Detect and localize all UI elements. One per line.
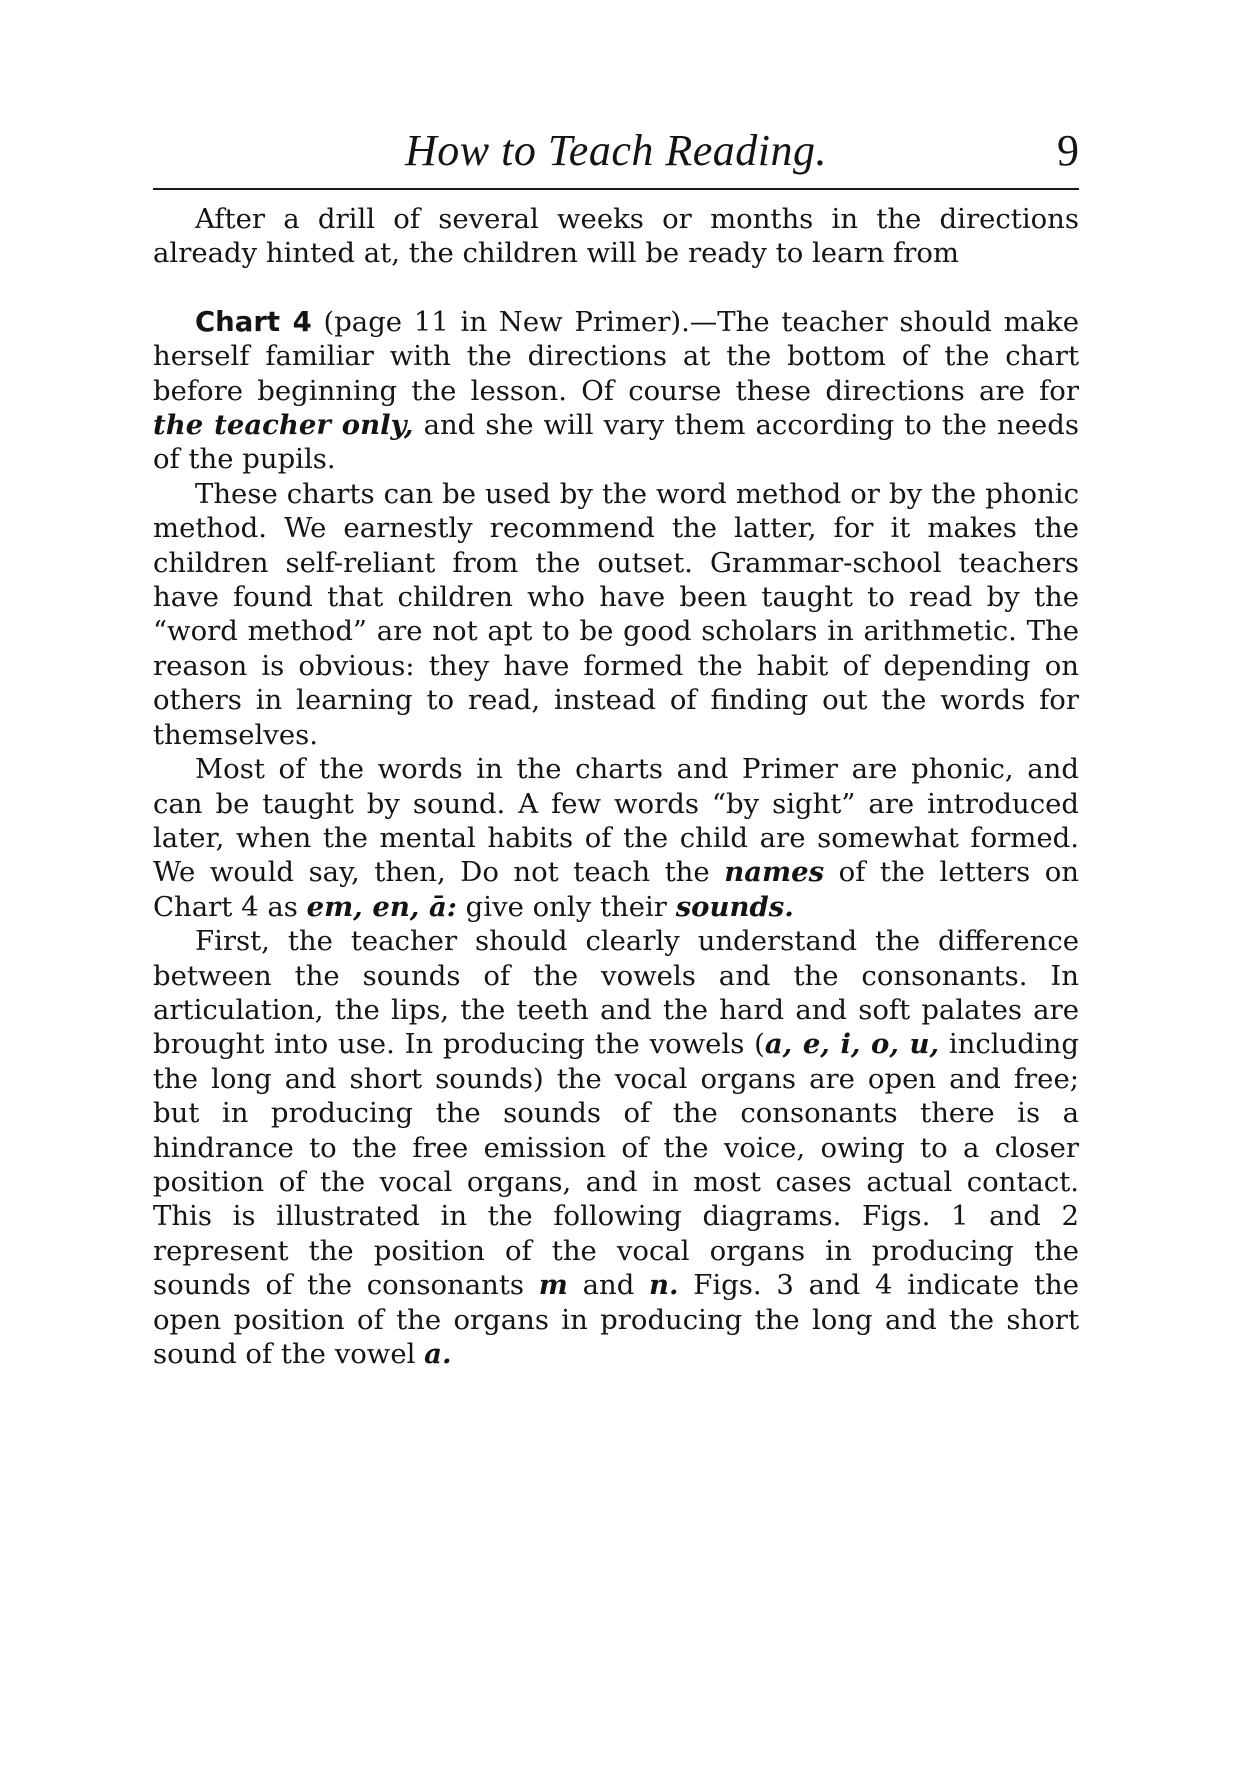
text-segment: including the long and short sounds) the vocal organs are open and free; but in producing the sounds of the consonants there is a hindrance to the free emission of the voice, owing to a closer position of the vocal organs, and in most cases actual contact. This is illustrated in the following diagrams. Figs. 1 and 2 represent the position of the vocal organs in producing the sounds of the consonants: [153, 1028, 1079, 1302]
page-header: [153, 118, 1079, 180]
paragraph: [153, 924, 1079, 1371]
emphasis: names: [724, 856, 825, 889]
page-number: 9: [1057, 126, 1079, 175]
book-page: [153, 118, 1079, 1371]
emphasis: m: [538, 1269, 568, 1302]
text-segment: and she will vary them according to the needs of the pupils.: [153, 409, 1079, 476]
emphasis: sounds.: [675, 890, 794, 923]
paragraph-chart-4: [153, 305, 1079, 477]
text-segment: Most of the words in the charts and Primer are phonic, and can be taught by sound. A few words “by sight” are introduced later, when the mental habits of the child are somewhat formed. We would say, then, Do not teach the: [153, 753, 1079, 889]
text-segment: Figs. 3 and 4 indicate the open position of the organs in producing the long and the short sound of the vowel: [153, 1269, 1079, 1370]
paragraph: [153, 752, 1079, 924]
text-segment: give only their: [456, 890, 676, 923]
chart-heading: Chart 4: [195, 305, 312, 338]
text-segment: First, the teacher should clearly understand the difference between the sounds of the vowels and the consonants. In articulation, the lips, the teeth and the hard and soft palates are brought into use. In producing the vowels (: [153, 925, 1079, 1061]
text-segment: (page 11 in New Primer).—The teacher should make herself familiar with the directions at the bottom of the chart before beginning the lesson. Of course these directions are for: [153, 305, 1079, 407]
paragraph: [153, 202, 1079, 271]
emphasis: a.: [424, 1338, 452, 1370]
running-title: How to Teach Reading.: [405, 126, 827, 175]
text-segment: These charts can be used by the word method or by the phonic method. We earnestly recommend the latter, for it makes the children self-reliant from the outset. Grammar-school teachers have found that children who have been taught to read by the “word method” are not apt to be good scholars in arithmetic. The reason is obvious: they have formed the habit of depending on others in learning to read, instead of finding out the words for themselves.: [153, 477, 1079, 751]
paragraph: [153, 477, 1079, 752]
emphasis: a, e, i, o, u,: [764, 1028, 940, 1061]
body-text: [153, 202, 1079, 1371]
emphasis: em, en, ā:: [306, 890, 457, 923]
emphasis: n.: [649, 1269, 679, 1302]
text-segment: of the letters on Chart 4 as: [153, 856, 1079, 923]
text-segment: After a drill of several weeks or months in the directions already hinted at, the children will be ready to learn from: [153, 203, 1079, 270]
header-rule: [153, 188, 1079, 190]
emphasis: the teacher only,: [153, 409, 414, 442]
text-segment: and: [567, 1269, 650, 1302]
